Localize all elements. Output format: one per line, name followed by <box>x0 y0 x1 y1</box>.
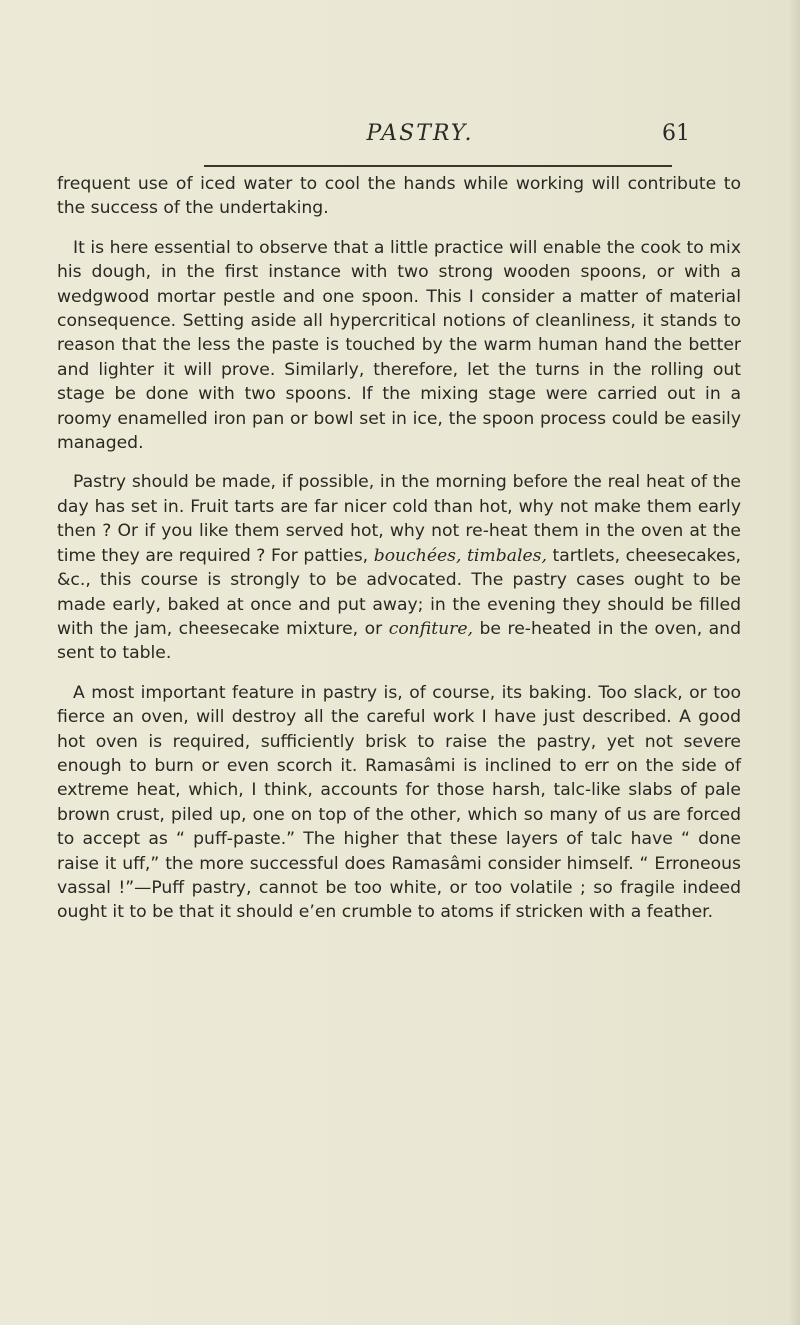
paragraph-3-part-c: be re-heated in the oven, and sent to table. <box>57 618 741 664</box>
page-number: 61 <box>662 121 690 146</box>
italic-bouchees-timbales: bouchées, timbales, <box>373 545 547 566</box>
page-edge-shadow <box>788 0 800 1325</box>
paragraph-2: It is here essential to observe that a little practice will enable the cook to mix his dough, in the first instance with two strong wooden spoons, or with a wedgwood mortar pestle and one spoon. This I consider a matter of material consequence. Setting aside all hypercritical notions of cleanliness, it stands to reason that the less the paste is touched by the warm human hand the better and lighter it will prove. Similarly, therefore, let the turns in the rolling out stage be done with two spoons. If the mixing stage were carried out in a roomy enamelled iron pan or bowl set in ice, the spoon process could be easily managed. <box>57 237 741 454</box>
page-header <box>150 121 690 155</box>
running-head: PASTRY. <box>366 121 474 146</box>
paragraph-3 <box>57 470 741 665</box>
paragraph-4: A most important feature in pastry is, of course, its baking. Too slack, or too fierce an oven, will destroy all the careful work I have just described. A good hot oven is required, sufficiently brisk to raise the pastry, yet not severe enough to burn or even scorch it. Ramasâmi is inclined to err on the side of extreme heat, which, I think, accounts for those harsh, talc-like slabs of pale brown crust, piled up, one on top of the other, which so many of us are forced to accept as “ puff-paste.” The higher that these layers of talc have “ done raise it uff,” the more successful does Ramasâmi consider himself. “ Erroneous vassal !”—Puff pastry, cannot be too white, or too volatile ; so fragile indeed ought it to be that it should e’en crumble to atoms if stricken with a feather. <box>57 682 741 923</box>
paragraph-3-part-b: tartlets, cheesecakes, &c., this course is strongly to be advocated. The pastry cases ought to be made early, baked at once and put away; in the evening they should be filled with the jam, cheesecake mixture, or <box>57 545 741 639</box>
body-text <box>57 172 741 925</box>
italic-confiture: confiture, <box>388 618 474 639</box>
paragraph-3-part-a: Pastry should be made, if possible, in the morning before the real heat of the day has set in. Fruit tarts are far nicer cold than hot, why not make them early then ? Or if you like them served hot, why not re-heat them in the oven at the time they are required ? For patties, <box>57 472 741 566</box>
header-rule <box>204 165 672 167</box>
paragraph-1: frequent use of iced water to cool the hands while working will contribute to the success of the undertaking. <box>57 174 741 219</box>
